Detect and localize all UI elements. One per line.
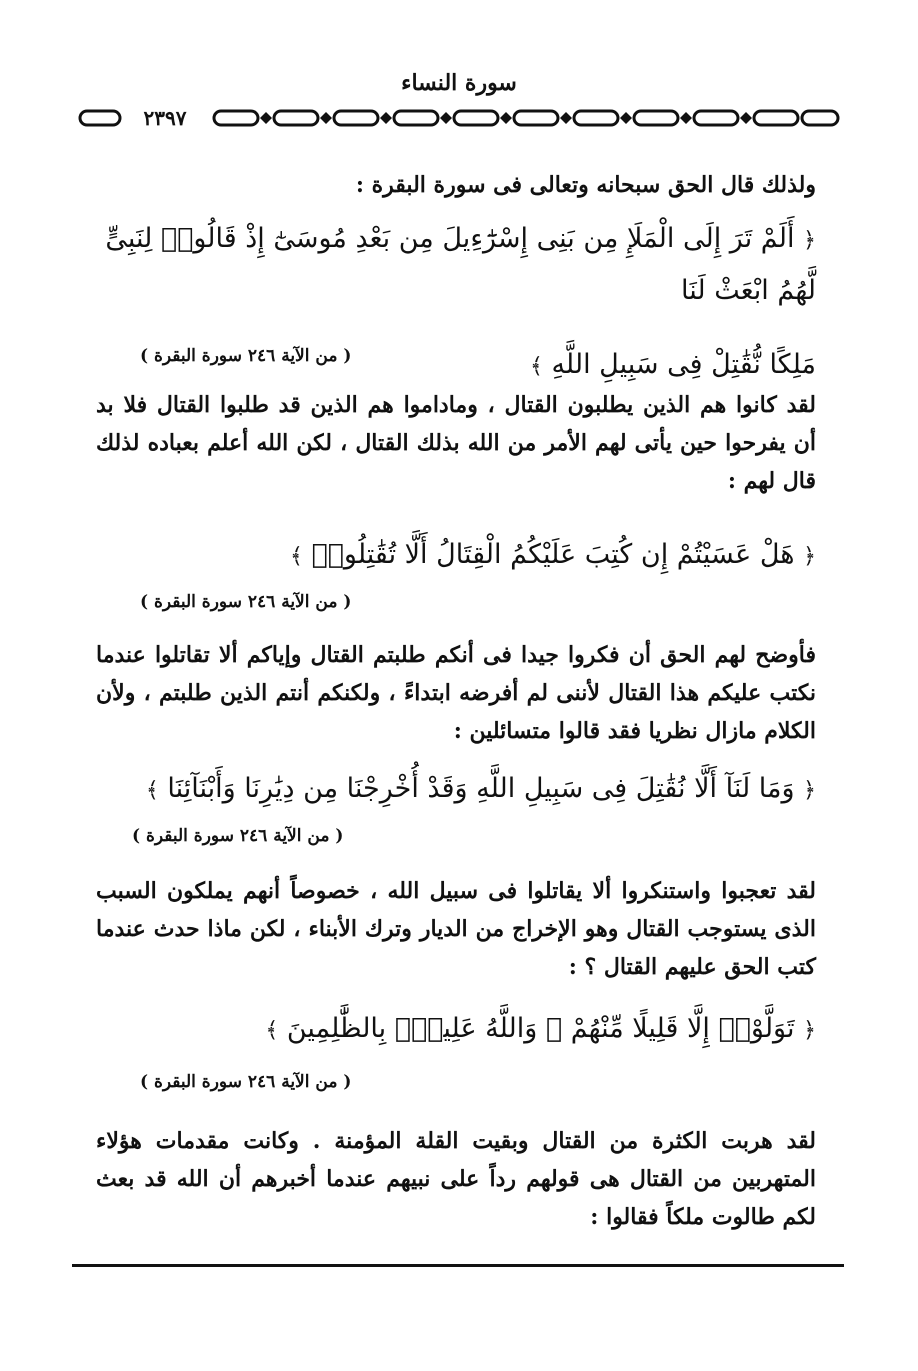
paragraph-4: لقد تعجبوا واستنكروا ألا يقاتلوا فى سبيل الله ، خصوصاً أنهم يملكون السبب الذى يستوجب القتال وهو الإخراج من الديار وترك الأبناء ، لكن ماذا حدث عندما كتب الحق عليهم القتال ؟ :: [96, 878, 816, 980]
verse-2: [96, 530, 816, 582]
verse-3: [96, 764, 816, 816]
verse-1-line-1: [96, 214, 816, 316]
paragraph-1: ولذلك قال الحق سبحانه وتعالى فى سورة البقرة :: [355, 172, 816, 198]
paragraph-3: فأوضح لهم الحق أن فكروا جيدا فى أنكم طلبتم القتال وإياكم ألا تقاتلوا عندما نكتب عليكم هذا القتال لأننى لم أفرضه ابتداءً ، ولكنكم أنتم الذين طلبتم ، ولأن الكلام مازال نظريا فقد قالوا متسائلين :: [96, 642, 816, 744]
verse-3-text: وَمَا لَنَآ أَلَّا نُقَٰتِلَ فِى سَبِيلِ اللَّهِ وَقَدْ أُخْرِجْنَا مِن دِيَٰرِنَا وَأَبْنَآئِنَا: [167, 773, 795, 804]
page-number: ٢٣٩٧: [122, 104, 208, 132]
verse-4-reference: ( من الآية ٢٤٦ سورة البقرة ): [140, 1072, 352, 1092]
verse-4-text: تَوَلَّوْا۟ إِلَّا قَلِيلًا مِّنْهُمْ ۗ وَاللَّهُ عَلِيمٌۢ بِالظَّٰلِمِينَ: [286, 1013, 795, 1044]
verse-close-bracket: ﴾: [529, 354, 543, 379]
verse-1-text-1: أَلَمْ تَرَ إِلَى الْمَلَإِ مِن بَنِى إِسْرَٰٓءِيلَ مِن بَعْدِ مُوسَىٰٓ إِذْ قَالُوا۟ لِنَبِىٍّ لَّهُمُ ابْعَثْ لَنَا: [105, 223, 816, 306]
verse-close-bracket: ﴾: [289, 544, 303, 569]
paragraph-2: لقد كانوا هم الذين يطلبون القتال ، وماداموا هم الذين قد طلبوا القتال فلا بد أن يفرحوا حين يأتى لهم الأمر من الله بذلك القتال ، لكن الله أعلم بعباده لذلك قال لهم :: [96, 392, 816, 494]
verse-open-bracket: ﴿: [803, 1018, 816, 1043]
verse-1-reference: ( من الآية ٢٤٦ سورة البقرة ): [140, 346, 352, 366]
surah-title: سورة النساء: [401, 70, 517, 96]
verse-3-reference: ( من الآية ٢٤٦ سورة البقرة ): [132, 826, 344, 846]
verse-close-bracket: ﴾: [265, 1018, 279, 1043]
verse-2-reference: ( من الآية ٢٤٦ سورة البقرة ): [140, 592, 352, 612]
verse-open-bracket: ﴿: [803, 778, 816, 803]
verse-close-bracket: ﴾: [145, 778, 159, 803]
verse-2-text: هَلْ عَسَيْتُمْ إِن كُتِبَ عَلَيْكُمُ الْقِتَالُ أَلَّا تُقَٰتِلُوا۟: [311, 539, 795, 570]
paragraph-5: لقد هربت الكثرة من القتال وبقيت القلة المؤمنة . وكانت مقدمات هؤلاء المتهربين من القتال هى قولهم رداً على نبيهم عندما أخبرهم أن الله قد بعث لكم طالوت ملكاً فقالوا :: [96, 1128, 816, 1230]
verse-open-bracket: ﴿: [803, 544, 816, 569]
verse-1-text-2: مَلِكًا نُّقَٰتِلْ فِى سَبِيلِ اللَّهِ: [551, 349, 816, 380]
verse-4: [96, 1004, 816, 1056]
verse-open-bracket: ﴿: [803, 228, 816, 253]
footer-rule: [72, 1264, 844, 1267]
